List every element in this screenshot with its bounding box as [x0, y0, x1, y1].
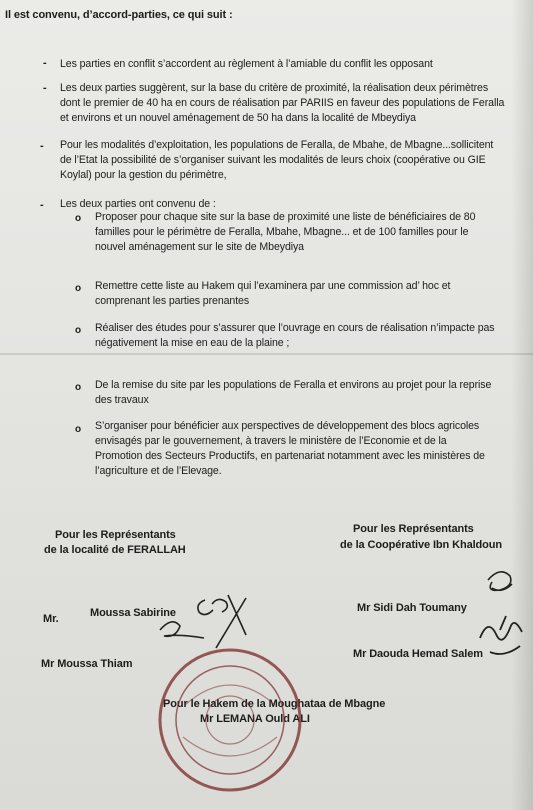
bullet-2-line-1: Les deux parties suggèrent, sur la base du critère de proximité, la réalisation deux périmètres	[60, 82, 489, 94]
bullet-3-line-1: Pour les modalités d’exploitation, les populations de Feralla, de Mbahe, de Mbagne...sollicitent	[60, 139, 494, 151]
bullet-2-line-2: dont le premier de 40 ha en cours de réalisation par PARIIS en faveur des populations de Feralla	[60, 97, 505, 109]
sub-2-line-2: comprenant les parties prenantes	[95, 295, 250, 307]
hakem-heading: Pour le Hakem de la Moughataa de Mbagne	[163, 698, 386, 710]
left-heading-line-2: de la localité de FERALLAH	[44, 544, 186, 556]
sub-2-line-1: Remettre cette liste au Hakem qui l’examinera par une commission ad’ hoc et	[95, 280, 451, 292]
page-edge-shadow	[511, 0, 533, 810]
sub-3-line-1: Réaliser des études pour s’assurer que l’ouvrage en cours de réalisation n’impacte pas	[95, 322, 495, 334]
sub-5-line-3: Promotion des Secteurs Productifs, en partenariat notamment avec les ministères de	[95, 450, 485, 462]
bullet-1-line-1: Les parties en conflit s’accordent au règlement à l’amiable du conflit les opposant	[60, 58, 433, 70]
bullet-marker: -	[43, 57, 47, 69]
bullet-marker: -	[40, 140, 44, 152]
sub-marker: o	[75, 213, 82, 224]
bullet-marker: -	[43, 82, 47, 94]
intro-text: Il est convenu, d’accord-parties, ce qui suit :	[5, 9, 233, 21]
left-heading-line-1: Pour les Représentants	[55, 529, 176, 541]
bullet-2-line-3: et environs et un nouvel aménagement de 50 ha dans la localité de Mbeydiya	[60, 112, 416, 124]
left-name-2: Mr Moussa Thiam	[41, 658, 133, 670]
sub-3-line-2: négativement la mise en eau de la plaine ;	[95, 337, 290, 349]
right-heading-line-2: de la Coopérative Ibn Khaldoun	[340, 539, 503, 551]
left-name-1: Moussa Sabirine	[90, 607, 176, 619]
sub-marker: o	[75, 424, 82, 435]
sub-marker: o	[75, 325, 82, 336]
sub-1-line-3: nouvel aménagement sur le site de Mbeydiya	[95, 241, 304, 253]
hakem-name: Mr LEMANA Ould ALI	[200, 713, 310, 725]
bullet-4-line-1: Les deux parties ont convenu de :	[60, 198, 216, 210]
sub-marker: o	[75, 283, 82, 294]
signature-right	[470, 560, 530, 670]
sub-marker: o	[75, 382, 82, 393]
sub-5-line-1: S’organiser pour bénéficier aux perspectives de développement des blocs agricoles	[95, 420, 480, 432]
sub-1-line-2: familles pour le périmètre de Feralla, Mbahe, Mbagne... et de 100 familles pour le	[95, 226, 469, 238]
sub-4-line-1: De la remise du site par les populations de Feralla et environs au projet pour la reprise	[95, 379, 492, 391]
paper-fold-line	[0, 353, 533, 355]
left-name-1-prefix: Mr.	[43, 613, 59, 625]
right-name-2: Mr Daouda Hemad Salem	[353, 648, 483, 660]
right-name-1: Mr Sidi Dah Toumany	[357, 602, 467, 614]
bullet-marker: -	[40, 199, 44, 211]
sub-5-line-2: envisagés par le gouvernement, à travers le ministère de l’Economie et de la	[95, 435, 447, 447]
bullet-3-line-2: de l’Etat la possibilité de s’organiser suivant les modalités de leurs choix (coopérative ou GIE	[60, 154, 486, 166]
official-stamp	[155, 645, 305, 795]
sub-1-line-1: Proposer pour chaque site sur la base de proximité une liste de bénéficiaires de 80	[95, 211, 476, 223]
bullet-3-line-3: Koylal) pour la gestion du périmètre,	[60, 169, 227, 181]
sub-5-line-4: l’agriculture et de l’Elevage.	[95, 465, 222, 477]
sub-4-line-2: des travaux	[95, 394, 149, 406]
signature-left	[150, 590, 260, 660]
right-heading-line-1: Pour les Représentants	[353, 523, 474, 535]
